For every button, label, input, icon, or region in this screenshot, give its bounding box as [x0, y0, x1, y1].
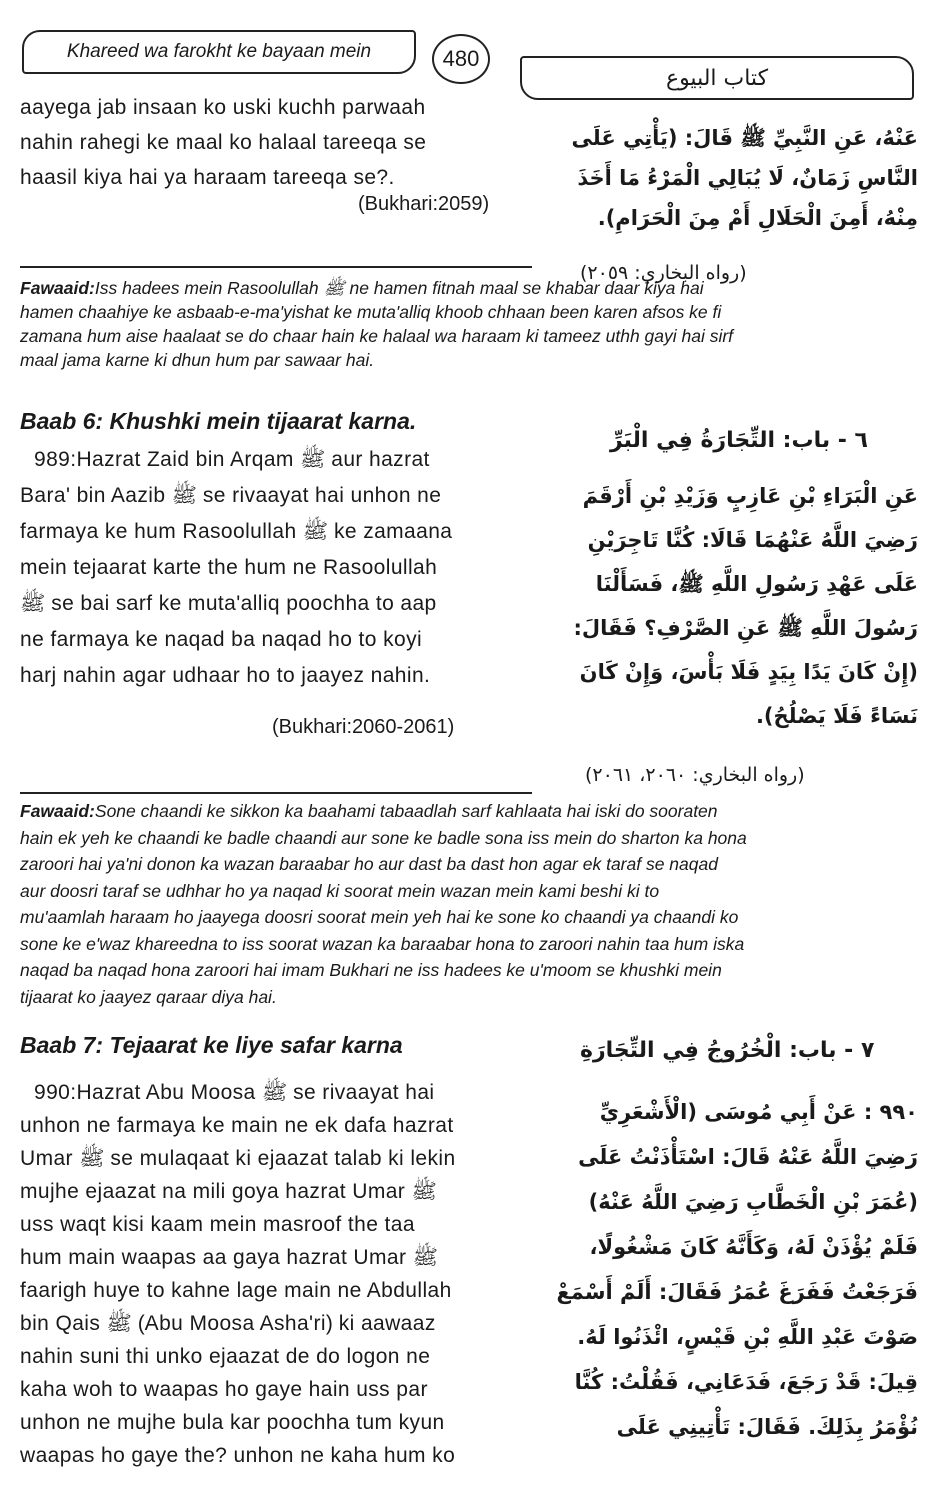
baab-6-arabic-title: ٦ - باب: التِّجَارَةُ فِي الْبَرِّ	[610, 428, 868, 453]
text-line: waapas ho gaye the? unhon ne kaha hum ko	[20, 1444, 456, 1467]
text-line: mein tejaarat karte the hum ne Rasoolullah	[20, 556, 438, 579]
section1-arabic-text	[552, 118, 918, 238]
arabic-line: رَسُولَ اللَّهِ ﷺ عَنِ الصَّرْفِ؟ فَقَالَ:	[573, 616, 918, 640]
arabic-line: ٩٩٠ : عَنْ أَبِي مُوسَى (الْأَشْعَرِيِّ	[599, 1100, 918, 1124]
baab-7-arabic-text	[552, 1090, 918, 1450]
section1-arabic-reference: (رواه البخاري: ٢٠٥٩)	[580, 262, 747, 284]
fawaaid-line: tijaarat ko jaayez qaraar diya hai.	[20, 986, 277, 1007]
text-line: Umar ﷺ se mulaqaat ki ejaazat talab ki lekin	[20, 1147, 456, 1170]
arabic-line: صَوْتَ عَبْدِ اللَّهِ بْنِ قَيْسٍ، ائْذَنُوا لَهُ.	[577, 1325, 918, 1349]
arabic-line: فَرَجَعْتُ فَفَرَغَ عُمَرُ فَقَالَ: أَلَمْ أَسْمَعْ	[556, 1280, 918, 1304]
baab-6-roman-reference: (Bukhari:2060-2061)	[272, 716, 455, 738]
arabic-line: قِيلَ: قَدْ رَجَعَ، فَدَعَانِي، فَقُلْتُ: كُنَّا	[574, 1370, 918, 1394]
text-line: haasil kiya hai ya haraam tareeqa se?.	[20, 166, 395, 189]
arabic-line: عَنْهُ، عَنِ النَّبِيِّ ﷺ قَالَ: (يَأْتِي عَلَى	[571, 126, 918, 150]
arabic-line: (إِنْ كَانَ يَدًا بِيَدٍ فَلَا بَأْسَ، وَإِنْ كَانَ	[579, 660, 918, 684]
text-line: faarigh huye to kahne lage main ne Abdullah	[20, 1279, 452, 1302]
fawaaid-line: naqad ba naqad hona zaroori hai imam Bukhari ne iss hadees ke u'moom se khushki mein	[20, 960, 722, 980]
fawaaid-1	[20, 276, 920, 372]
arabic-line: النَّاسِ زَمَانٌ، لَا يُبَالِي الْمَرْءُ مَا أَخَذَ	[577, 166, 918, 190]
baab-7-arabic-title: ٧ - باب: الْخُرُوجُ فِي التِّجَارَةِ	[580, 1038, 875, 1063]
fawaaid-line: maal jama karne ki dhun hum par sawaar hai.	[20, 350, 375, 370]
text-line: unhon ne farmaya ke main ne ek dafa hazrat	[20, 1114, 454, 1137]
text-line: harj nahin agar udhaar ho to jaayez nahin.	[20, 664, 431, 687]
baab-6-arabic-reference: (رواه البخاري: ٢٠٦٠، ٢٠٦١)	[585, 764, 805, 786]
arabic-line: عَنِ الْبَرَاءِ بْنِ عَازِبٍ وَزَيْدِ بْنِ أَرْقَمَ	[582, 484, 918, 508]
text-line: unhon ne mujhe bula kar poochha tum kyun	[20, 1411, 445, 1434]
text-line: 989:Hazrat Zaid bin Arqam ﷺ aur hazrat	[34, 448, 430, 471]
text-line: aayega jab insaan ko uski kuchh parwaah	[20, 96, 426, 119]
text-line: nahin suni thi unko ejaazat de do logon ne	[20, 1345, 431, 1368]
fawaaid-line: mu'aamlah haraam ho jaayega doosri soorat mein yeh hai ke sone ko chaandi ya chaandi ko	[20, 907, 739, 927]
text-line: kaha woh to waapas ho gaye hain uss par	[20, 1378, 428, 1401]
fawaaid-label: Fawaaid:	[20, 278, 95, 298]
section1-roman-reference: (Bukhari:2059)	[358, 193, 490, 215]
arabic-line: عَلَى عَهْدِ رَسُولِ اللَّهِ ﷺ، فَسَأَلْنَا	[595, 572, 918, 596]
fawaaid-line: aur doosri taraf se udhhar ho ya naqad ki soorat mein wazan mein kami beshi ki to	[20, 880, 660, 901]
header-right-title: كتاب البيوع	[520, 56, 914, 100]
arabic-line: فَلَمْ يُؤْذَنْ لَهُ، وَكَأَنَّهُ كَانَ مَشْغُولًا،	[589, 1235, 918, 1259]
text-line: uss waqt kisi kaam mein masroof the taa	[20, 1213, 415, 1236]
fawaaid-2	[20, 798, 920, 1010]
text-line: 990:Hazrat Abu Moosa ﷺ se rivaayat hai	[34, 1081, 435, 1104]
text-line: farmaya ke hum Rasoolullah ﷺ ke zamaana	[20, 520, 453, 543]
baab-6-roman-text	[20, 442, 530, 694]
page-number: 480	[432, 34, 490, 84]
fawaaid-label: Fawaaid:	[20, 801, 95, 821]
text-line: mujhe ejaazat na mili goya hazrat Umar ﷺ	[20, 1180, 437, 1203]
fawaaid-line: hain ek yeh ke chaandi ke badle chaandi aur sone ke badle sona iss mein do sharton ka hona	[20, 827, 747, 848]
text-line: nahin rahegi ke maal ko halaal tareeqa se	[20, 131, 427, 154]
header-left-title: Khareed wa farokht ke bayaan mein	[22, 30, 416, 74]
fawaaid-line: zamana hum aise haalaat se do chaar hain ke halaal wa haraam ki tameez uthh gayi hai sirf	[20, 326, 734, 346]
arabic-line: رَضِيَ اللَّهُ عَنْهُمَا قَالَا: كُنَّا تَاجِرَيْنِ	[587, 528, 918, 552]
text-line: hum main waapas aa gaya hazrat Umar ﷺ	[20, 1246, 438, 1269]
fawaaid-line: hamen chaahiye ke asbaab-e-ma'yishat ke muta'alliq khoob chhaan been karen afsos ke fi	[20, 302, 722, 322]
text-line: bin Qais ﷺ (Abu Moosa Asha'ri) ki aawaaz	[20, 1312, 436, 1335]
fawaaid-line	[20, 798, 920, 825]
text-line: ne farmaya ke naqad ba naqad ho to koyi	[20, 628, 423, 651]
arabic-line: نَسَاءً فَلَا يَصْلُحُ).	[755, 704, 918, 728]
arabic-line: رَضِيَ اللَّهُ عَنْهُ قَالَ: اسْتَأْذَنْتُ عَلَى	[578, 1145, 918, 1169]
fawaaid-text: Sone chaandi ke sikkon ka baahami tabaadlah sarf kahlaata hai iski do sooraten	[94, 801, 718, 821]
baab-7-roman-text	[20, 1076, 530, 1472]
section1-roman-text	[20, 90, 530, 195]
arabic-line: (عُمَرَ بْنِ الْخَطَّابِ رَضِيَ اللَّهُ عَنْهُ)	[588, 1190, 918, 1214]
fawaaid-text: Iss hadees mein Rasoolullah ﷺ ne hamen fitnah maal se khabar daar kiya hai	[94, 278, 704, 298]
text-line: ﷺ se bai sarf ke muta'alliq poochha to aap	[20, 592, 437, 615]
baab-6-arabic-text	[552, 474, 918, 738]
text-line: Bara' bin Aazib ﷺ se rivaayat hai unhon ne	[20, 484, 442, 507]
arabic-line: نُؤْمَرُ بِذَلِكَ. فَقَالَ: تَأْتِينِي عَلَى	[616, 1415, 918, 1439]
arabic-line: مِنْهُ، أَمِنَ الْحَلَالِ أَمْ مِنَ الْحَرَامِ).	[597, 206, 918, 230]
divider	[20, 266, 532, 268]
fawaaid-line: zaroori hai ya'ni donon ka wazan baraabar ho aur dast ba dast hon agar ek taraf se naqad	[20, 854, 718, 874]
fawaaid-line	[20, 276, 920, 300]
baab-7-title: Baab 7: Tejaarat ke liye safar karna	[20, 1032, 403, 1058]
fawaaid-line: sone ke e'waz khareedna to iss soorat wazan ka baraabar hona to zaroori nahin taa hum iska	[20, 933, 745, 954]
divider	[20, 792, 532, 794]
baab-6-title: Baab 6: Khushki mein tijaarat karna.	[20, 408, 417, 434]
